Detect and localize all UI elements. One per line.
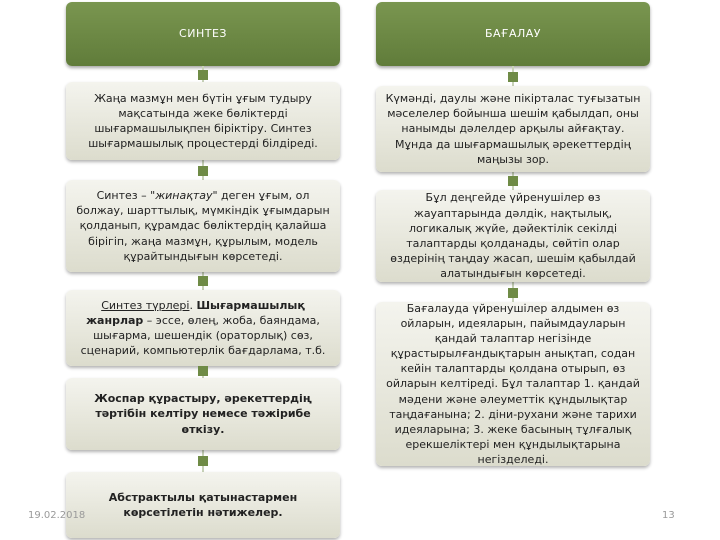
slide-date: 19.02.2018 bbox=[28, 510, 86, 521]
synthesis-concept-post: " деген ұғым, ол болжау, шарттылық, мүмкіндік ұғымдарын қолданып, құрамдас бөліктердің қалайша бірігіп, жаңа мазмұн, құрылым, модель құрайтындығын көрсетеді. bbox=[76, 189, 330, 263]
synthesis-types-rest: – эссе, өлең, жоба, баяндама, шығарма, шешендік (ораторлық) сөз, сценарий, компьютерлік бағдарлама, т.б. bbox=[80, 313, 326, 358]
evaluation-definition-text: Күмәнді, даулы және пікірталас туғызатын мәселелер бойынша шешім қабылдап, оны нанымды дәлелдер арқылы айғақтау. Мұнда да шығармашылық әрекеттердің маңызы зор. bbox=[385, 92, 641, 166]
evaluation-level-text: Бұл деңгейде үйренушілер өз жауаптарында дәлдік, нақтылық, логикалық жүйе, дәйектілік секілді талаптарды қолданады, сөйтіп олар өздерінің таңдау жасап, шешім қабылдай алатындығын көрсетеді. bbox=[390, 191, 636, 281]
arrow-down-icon bbox=[198, 276, 208, 286]
arrow-down-icon bbox=[198, 166, 208, 176]
synthesis-definition-box bbox=[66, 82, 340, 160]
synthesis-planning-text: Жоспар құрастыру, әрекеттердің тәртібін келтіру немесе тәжірибе өткізу. bbox=[94, 392, 312, 436]
arrow-down-icon bbox=[198, 70, 208, 80]
synthesis-concept-pre: Синтез – " bbox=[96, 189, 156, 203]
slide-number: 13 bbox=[662, 510, 675, 521]
synthesis-concept-italic: жинақтау bbox=[155, 189, 213, 203]
synthesis-header-label: СИНТЕЗ bbox=[179, 27, 227, 41]
synthesis-definition-text: Жаңа мазмұн мен бүтін ұғым тудыру мақсатында жеке бөліктерді шығармашылықпен біріктіру. Синтез шығармашылық процестерді білдіреді. bbox=[88, 91, 318, 151]
arrow-down-icon bbox=[508, 72, 518, 82]
arrow-down-icon bbox=[198, 456, 208, 466]
evaluation-definition-box bbox=[376, 86, 650, 172]
synthesis-planning-box bbox=[66, 378, 340, 450]
synthesis-results-box bbox=[66, 472, 340, 538]
synthesis-types-box bbox=[66, 290, 340, 366]
synthesis-header bbox=[66, 2, 340, 66]
evaluation-criteria-text: Бағалауда үйренушілер алдымен өз ойларын, идеяларын, пайымдауларын қандай талаптар негізінде құрастырылғандықтарын анықтап, содан кейін талаптарды қолдана отырып, өз ойларын келтіреді. Бұл талаптар 1. қандай мәдени және әлеуметтік құндылықтар таңдағанына; 2. діни-рухани және тарихи идеяларына; 3. жеке басының тұлғалық ерекшеліктері мен құндылықтарына негізделеді. bbox=[386, 301, 640, 467]
evaluation-header-label: БАҒАЛАУ bbox=[484, 27, 542, 41]
synthesis-concept-box bbox=[66, 180, 340, 272]
synthesis-concept-text bbox=[74, 188, 332, 264]
evaluation-level-box bbox=[376, 190, 650, 282]
evaluation-header bbox=[376, 2, 650, 66]
arrow-down-icon bbox=[198, 366, 208, 376]
synthesis-types-text bbox=[74, 298, 332, 359]
synthesis-results-text: Абстрактылы қатынастармен көрсетілетін нәтижелер. bbox=[108, 490, 298, 519]
evaluation-criteria-box bbox=[376, 302, 650, 466]
synthesis-types-underline: Синтез түрлері bbox=[101, 298, 190, 312]
synthesis-types-mid: . bbox=[189, 298, 197, 312]
arrow-down-icon bbox=[508, 176, 518, 186]
arrow-down-icon bbox=[508, 288, 518, 298]
synthesis-types-bold: Шығармашылық жанрлар bbox=[86, 298, 305, 327]
